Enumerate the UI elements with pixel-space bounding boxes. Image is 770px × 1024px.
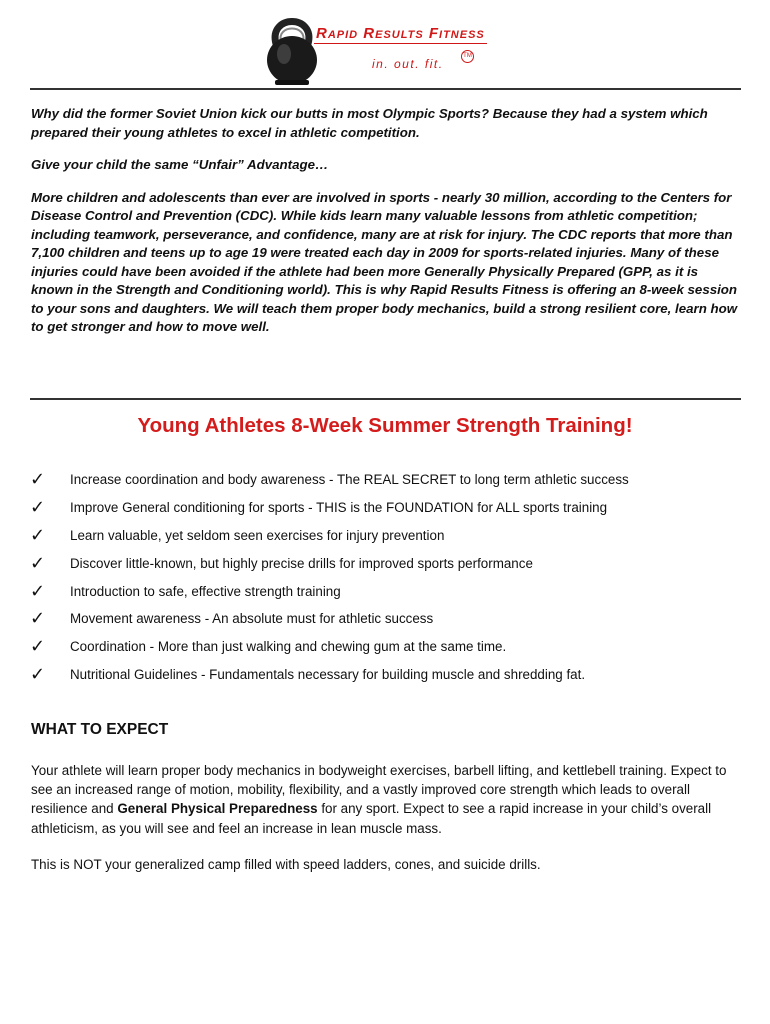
list-item xyxy=(30,605,750,633)
expect-heading: WHAT TO EXPECT xyxy=(31,721,169,738)
intro-section xyxy=(31,105,743,351)
program-headline: Young Athletes 8-Week Summer Strength Training! xyxy=(137,414,633,437)
expect-paragraph xyxy=(31,761,731,838)
top-divider xyxy=(30,88,741,90)
checkmark-icon: ✓ xyxy=(30,552,46,574)
kettlebell-icon xyxy=(262,8,322,88)
intro-tagline: Give your child the same “Unfair” Advantage… xyxy=(31,157,329,172)
list-item xyxy=(30,494,750,522)
benefit-text: Coordination - More than just walking and chewing gum at the same time. xyxy=(70,639,507,655)
checkmark-icon: ✓ xyxy=(30,580,46,602)
list-item xyxy=(30,661,750,689)
checkmark-icon: ✓ xyxy=(30,497,46,519)
intro-paragraph: Why did the former Soviet Union kick our butts in most Olympic Sports? Because they had a system which prepared their young athletes to excel in athletic competition. xyxy=(31,106,708,140)
expect-text: Your athlete will learn proper body mechanics in bodyweight exercises, barbell lifting, and kettlebell training. Expect to see an increased range of motion, mobility, flexibility, and a vastly improved core strength which leads to overall resilience and xyxy=(31,763,727,817)
checkmark-icon: ✓ xyxy=(30,524,46,546)
gpp-emphasis: General Physical Preparedness xyxy=(117,801,318,817)
checkmark-icon: ✓ xyxy=(30,636,46,658)
trademark-badge: TM xyxy=(461,50,474,63)
expect-paragraph: This is NOT your generalized camp filled with speed ladders, cones, and suicide drills. xyxy=(31,856,541,872)
list-item xyxy=(30,633,750,661)
expect-text: for any sport. Expect to see a rapid increase in your child’s overall athleticism, as you will see and feel an increase in lean muscle mass. xyxy=(31,801,712,836)
benefit-text: Introduction to safe, effective strength training xyxy=(70,583,341,599)
brand-name: Rapid Results Fitness xyxy=(316,25,485,42)
brand-logo xyxy=(262,8,532,88)
list-item xyxy=(30,577,750,605)
list-item xyxy=(30,549,750,577)
benefit-text: Discover little-known, but highly precise drills for improved sports performance xyxy=(70,555,533,571)
brand-tagline: in. out. fit. xyxy=(372,57,444,71)
list-item xyxy=(30,522,750,550)
benefit-text: Increase coordination and body awareness - The REAL SECRET to long term athletic success xyxy=(70,472,629,488)
intro-paragraph: More children and adolescents than ever are involved in sports - nearly 30 million, according to the Centers for Disease Control and Prevention (CDC). While kids learn many valuable lessons from athletic competition; including teamwork, perseverance, and confidence, many are at risk for injury. The CDC reports that more than 7,100 children and teens up to age 19 were treated each day in 2009 for sports-related injuries. Many of these injuries could have been avoided if the athlete had been more Generally Physically Prepared (GPP, as it is known in the Strength and Conditioning world). This is why Rapid Results Fitness is offering an 8-week session to your sons and daughters. We will teach them proper body mechanics, build a strong resilient core, learn how to get stronger and how to move well. xyxy=(31,189,738,334)
expect-section xyxy=(31,761,731,891)
benefit-text: Nutritional Guidelines - Fundamentals necessary for building muscle and shredding fat. xyxy=(70,666,586,682)
benefit-text: Movement awareness - An absolute must for athletic success xyxy=(70,611,434,627)
benefits-checklist xyxy=(30,466,750,688)
benefit-text: Learn valuable, yet seldom seen exercises for injury prevention xyxy=(70,527,445,543)
checkmark-icon: ✓ xyxy=(30,663,46,685)
section-divider xyxy=(30,398,741,400)
list-item xyxy=(30,466,750,494)
checkmark-icon: ✓ xyxy=(30,608,46,630)
checkmark-icon: ✓ xyxy=(30,469,46,491)
benefit-text: Improve General conditioning for sports - THIS is the FOUNDATION for ALL sports training xyxy=(70,500,608,516)
